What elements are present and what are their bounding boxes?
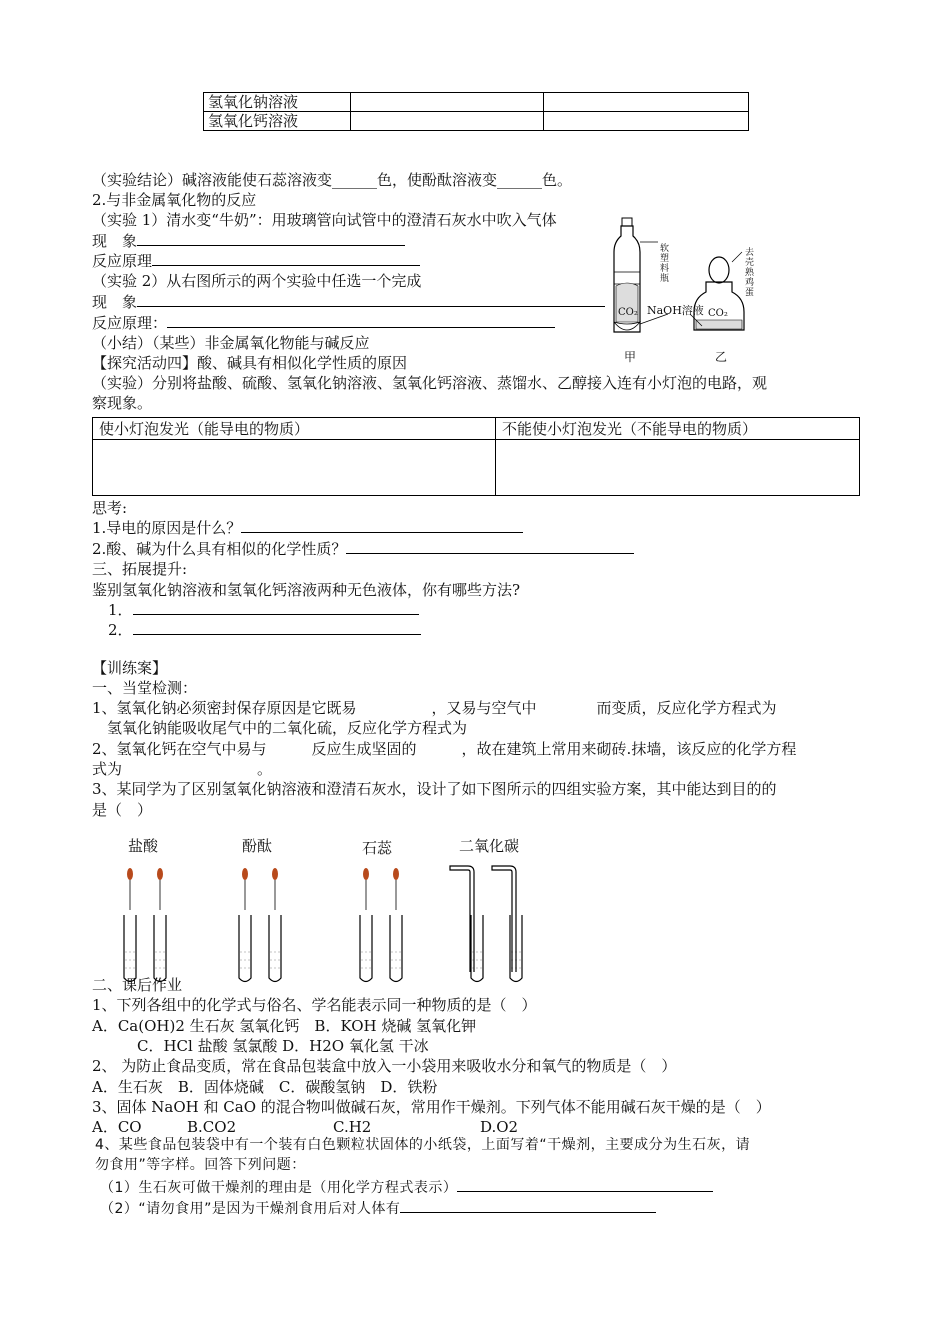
homework-q2: 2、 为防止食品变质，常在食品包装盒中放入一小袋用来吸收水分和氧气的物质是（ ） — [92, 1057, 677, 1075]
question-text: （2）“请勿食用”是因为干燥剂食用后对人体有 — [100, 1201, 401, 1217]
training-subtitle: 一、当堂检测： — [92, 679, 198, 697]
label-char: 壳 — [745, 258, 755, 268]
homework-q3-option-a: A．CO — [92, 1118, 142, 1136]
training-q1-cont: 氢氧化钠能吸收尾气中的二氧化硫，反应化学方程式为 — [92, 719, 468, 737]
table-row — [204, 93, 749, 112]
figure-label-b: 乙 — [715, 350, 728, 364]
phenomenon-line — [92, 292, 605, 312]
tube-label-co2: 二氧化碳 — [459, 837, 520, 855]
question-text: 2.酸、碱为什么具有相似的化学性质？ — [92, 540, 347, 558]
training-q1: 1、氢氧化钠必须密封保存原因是它既易 ，又易与空气中 而变质，反应化学方程式为 — [92, 699, 777, 717]
label-char: 瓶 — [660, 274, 670, 284]
answer-blank[interactable] — [400, 1198, 656, 1213]
summary: （小结）（某些）非金属氧化物能与碱反应 — [92, 334, 370, 352]
homework-q4-cont: 勿食用”等字样。回答下列问题： — [95, 1157, 306, 1173]
homework-q3-option-d: D.O2 — [480, 1118, 519, 1136]
answer-cell[interactable] — [351, 112, 544, 131]
result-table — [203, 92, 749, 131]
tube-label-hcl: 盐酸 — [128, 837, 159, 855]
section-heading: 2.与非金属氧化物的反应 — [92, 191, 257, 209]
homework-title: 二、课后作业 — [92, 976, 183, 994]
thinking-q1 — [92, 518, 523, 538]
extend-title: 三、拓展提升: — [92, 560, 188, 578]
homework-q3-option-c: C.H2 — [333, 1118, 372, 1136]
training-q3-cont: 是（ ） — [92, 801, 153, 819]
principle-label: 反应原理： — [92, 314, 168, 332]
tube-label-litmus: 石蕊 — [362, 839, 393, 857]
answer-blank[interactable] — [457, 1177, 713, 1192]
principle-line — [92, 251, 420, 271]
answer-blank[interactable] — [167, 313, 555, 328]
answer-blank[interactable] — [152, 251, 420, 266]
soft-bottle-label — [660, 244, 670, 284]
label-char: 去 — [745, 248, 755, 258]
training-q2-cont: 式为 。 — [92, 760, 273, 778]
co2-naoh-figure — [604, 212, 764, 364]
principle-label: 反应原理 — [92, 252, 153, 270]
training-title: 【训练案】 — [92, 659, 168, 677]
label-char: 软 — [660, 244, 670, 254]
phenomenon-label: 现 象 — [92, 232, 138, 250]
label-char: 塑 — [660, 254, 670, 264]
homework-q1: 1、下列各组中的化学式与俗名、学名能表示同一种物质的是（ ） — [92, 996, 537, 1014]
row-label: 氢氧化钙溶液 — [204, 112, 351, 131]
answer-blank[interactable] — [346, 539, 634, 554]
item-number: 2． — [108, 621, 133, 639]
row-label: 氢氧化钠溶液 — [204, 93, 351, 112]
column-header: 不能使小灯泡发光（不能导电的物质） — [496, 418, 860, 440]
experiment-conclusion: （实验结论）碱溶液能使石蕊溶液变______色，使酚酞溶液变______色。 — [92, 171, 573, 189]
co2-label-a: CO₂ — [618, 307, 638, 318]
label-char: 鸡 — [745, 278, 755, 288]
test-tubes-figure — [110, 860, 540, 990]
answer-blank[interactable] — [241, 518, 523, 533]
question-text: 1.导电的原因是什么？ — [92, 519, 242, 537]
tube-label-phenolphthalein: 酚酞 — [242, 837, 273, 855]
principle-line — [92, 313, 555, 333]
thinking-q2 — [92, 539, 634, 559]
training-q3: 3、某同学为了区别氢氧化钠溶液和澄清石灰水，设计了如下图所示的四组实验方案，其中能达到目的的 — [92, 780, 777, 798]
homework-q4-1 — [100, 1177, 713, 1197]
answer-cell[interactable] — [93, 440, 496, 496]
homework-q4: 4、某些食品包装袋中有一个装有白色颗粒状固体的小纸袋，上面写着“干燥剂，主要成分为生石灰，请 — [95, 1137, 751, 1153]
answer-blank[interactable] — [137, 231, 405, 246]
answer-cell[interactable] — [544, 112, 749, 131]
phenomenon-label: 现 象 — [92, 293, 138, 311]
experiment-text: 察现象。 — [92, 394, 153, 412]
figure-label-a: 甲 — [624, 350, 637, 364]
column-header: 使小灯泡发光（能导电的物质） — [93, 418, 496, 440]
answer-cell[interactable] — [496, 440, 860, 496]
homework-q3: 3、固体 NaOH 和 CaO 的混合物叫做碱石灰，常用作干燥剂。下列气体不能用碱石灰干燥的是（ ） — [92, 1098, 771, 1116]
item-number: 1． — [108, 601, 133, 619]
activity-heading: 【探究活动四】酸、碱具有相似化学性质的原因 — [92, 354, 408, 372]
homework-q1-options-cd: C．HCl 盐酸 氢氯酸 D．H2O 氧化氢 干冰 — [137, 1037, 429, 1055]
homework-q4-2 — [100, 1198, 656, 1218]
answer-blank[interactable] — [133, 600, 419, 615]
experiment-text: （实验）分别将盐酸、硫酸、氢氧化钠溶液、氢氧化钙溶液、蒸馏水、乙醇接入连有小灯泡的电路，观 — [92, 374, 768, 392]
naoh-label: NaOH溶液 — [647, 304, 704, 317]
table-header-row — [93, 418, 860, 440]
experiment-1: （实验 1）清水变“牛奶”：用玻璃管向试管中的澄清石灰水中吹入气体 — [92, 211, 557, 229]
conductivity-table — [92, 417, 860, 496]
extend-question: 鉴别氢氧化钠溶液和氢氧化钙溶液两种无色液体，你有哪些方法? — [92, 581, 521, 599]
extend-answer-1 — [108, 600, 419, 620]
label-char: 蛋 — [745, 288, 755, 298]
table-row — [93, 440, 860, 496]
answer-blank[interactable] — [137, 292, 605, 307]
homework-q3-option-b: B.CO2 — [187, 1118, 237, 1136]
training-q2: 2、氢氧化钙在空气中易与 反应生成坚固的 ，故在建筑上常用来砌砖.抹墙，该反应的化学方程 — [92, 740, 797, 758]
answer-blank[interactable] — [133, 620, 421, 635]
question-text: （1）生石灰可做干燥剂的理由是（用化学方程式表示） — [100, 1180, 458, 1196]
label-char: 料 — [660, 264, 670, 274]
table-row — [204, 112, 749, 131]
homework-q1-options-ab: A．Ca(OH)2 生石灰 氢氧化钙 B．KOH 烧碱 氢氧化钾 — [92, 1017, 477, 1035]
homework-q2-options: A．生石灰 B．固体烧碱 C．碳酸氢钠 D．铁粉 — [92, 1078, 438, 1096]
egg-label — [745, 248, 755, 298]
thinking-title: 思考: — [92, 499, 128, 517]
experiment-2: （实验 2）从右图所示的两个实验中任选一个完成 — [92, 272, 422, 290]
answer-cell[interactable] — [544, 93, 749, 112]
co2-label-b: CO₂ — [708, 308, 728, 319]
label-char: 熟 — [745, 268, 755, 278]
answer-cell[interactable] — [351, 93, 544, 112]
phenomenon-line — [92, 231, 405, 251]
extend-answer-2 — [108, 620, 421, 640]
